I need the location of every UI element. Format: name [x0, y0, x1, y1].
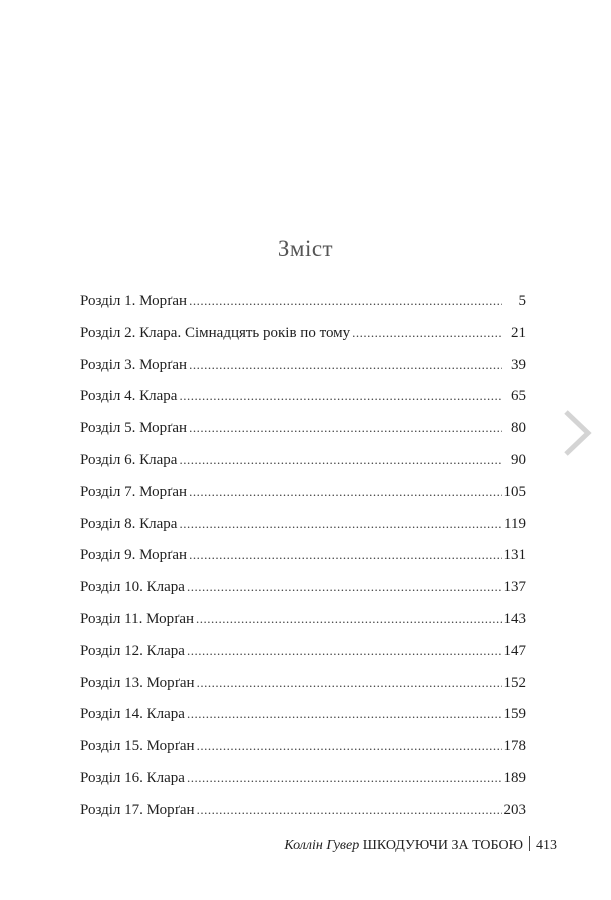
toc-entry	[80, 730, 526, 762]
toc-entry	[80, 380, 526, 412]
toc-entry-label: Розділ 13. Морґан	[80, 674, 195, 691]
toc-entry	[80, 635, 526, 667]
toc-entry-page: 21	[511, 324, 526, 341]
toc-entry-page: 131	[503, 547, 526, 564]
toc-dot-leader	[197, 794, 502, 826]
toc-entry	[80, 285, 526, 317]
toc-entry	[80, 794, 526, 826]
footer-author: Коллін Гувер	[284, 838, 360, 853]
toc-entry-label: Розділ 9. Морґан	[80, 547, 188, 564]
toc-entry-label: Розділ 6. Клара	[80, 451, 178, 468]
toc-entry-label: Розділ 1. Морґан	[80, 293, 188, 309]
toc-dot-leader	[189, 412, 502, 444]
toc-entry	[80, 317, 526, 349]
footer-page-number: 413	[536, 838, 557, 853]
toc-dot-leader	[189, 539, 501, 571]
toc-title: Зміст	[277, 236, 334, 261]
toc-entry	[80, 476, 526, 508]
toc-entry	[80, 444, 526, 476]
toc-entry-label: Розділ 8. Клара	[80, 515, 178, 532]
toc-entry	[80, 603, 526, 635]
toc-entry	[80, 698, 526, 730]
toc-entry-label: Розділ 2. Клара. Сімнадцять років по тому	[80, 324, 351, 341]
toc-dot-leader	[187, 571, 502, 603]
toc-entry-page: 119	[504, 515, 526, 532]
toc-entry-page: 152	[503, 674, 526, 691]
toc-entry-label: Розділ 7. Морґан	[80, 483, 188, 500]
toc-entry	[80, 762, 526, 794]
toc-entry-page: 189	[503, 769, 526, 786]
toc-dot-leader	[187, 698, 502, 730]
toc-entry-label: Розділ 4. Клара	[80, 388, 178, 405]
toc-entry-label: Розділ 10. Клара	[80, 579, 185, 596]
toc-dot-leader	[189, 476, 501, 508]
toc-dot-leader	[352, 317, 502, 349]
table-of-contents	[80, 285, 526, 826]
toc-entry-page: 147	[503, 642, 526, 659]
toc-entry	[80, 508, 526, 540]
footer-divider	[529, 836, 530, 851]
toc-dot-leader	[187, 635, 502, 667]
toc-entry-page: 203	[503, 801, 526, 818]
toc-entry-page: 80	[511, 420, 526, 437]
toc-entry-label: Розділ 11. Морґан	[80, 610, 195, 627]
toc-entry	[80, 539, 526, 571]
toc-entry	[80, 412, 526, 444]
toc-entry-page: 65	[511, 388, 526, 405]
toc-entry	[80, 571, 526, 603]
toc-entry-page: 137	[503, 579, 526, 596]
toc-entry	[80, 667, 526, 699]
toc-entry	[80, 349, 526, 381]
toc-entry-page: 5	[518, 293, 526, 309]
toc-entry-label: Розділ 15. Морґан	[80, 738, 195, 755]
next-page-button[interactable]	[560, 408, 594, 458]
toc-entry-label: Розділ 14. Клара	[80, 706, 185, 723]
toc-dot-leader	[189, 285, 502, 317]
toc-dot-leader	[196, 603, 501, 635]
toc-entry-page: 178	[503, 738, 526, 755]
toc-entry-label: Розділ 16. Клара	[80, 769, 185, 786]
toc-entry-label: Розділ 3. Морґан	[80, 356, 188, 373]
footer-book-title: ШКОДУЮЧИ ЗА ТОБОЮ	[362, 838, 523, 853]
toc-dot-leader	[197, 667, 502, 699]
toc-dot-leader	[197, 730, 502, 762]
toc-entry-page: 159	[503, 706, 526, 723]
toc-dot-leader	[179, 444, 502, 476]
page-footer	[284, 836, 557, 854]
toc-entry-label: Розділ 5. Морґан	[80, 420, 188, 437]
toc-entry-label: Розділ 12. Клара	[80, 642, 185, 659]
toc-entry-page: 39	[511, 356, 526, 373]
toc-dot-leader	[179, 508, 502, 540]
toc-dot-leader	[189, 349, 502, 381]
toc-dot-leader	[187, 762, 502, 794]
toc-entry-page: 143	[503, 610, 526, 627]
toc-dot-leader	[179, 380, 502, 412]
toc-entry-label: Розділ 17. Морґан	[80, 801, 195, 818]
toc-entry-page: 90	[511, 451, 526, 468]
toc-entry-page: 105	[503, 483, 526, 500]
chevron-right-icon	[560, 408, 594, 458]
